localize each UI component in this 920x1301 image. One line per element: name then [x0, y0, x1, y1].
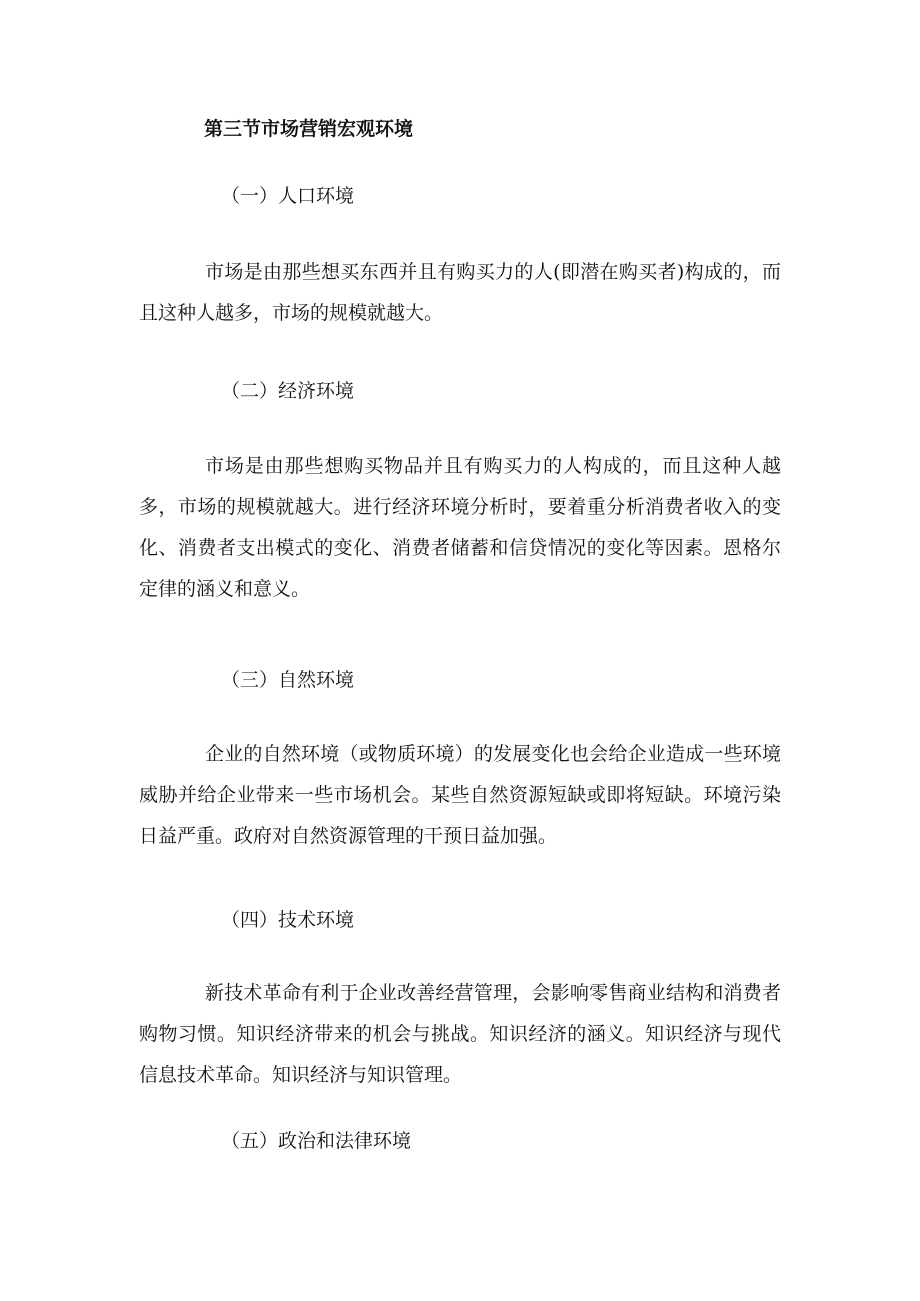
- section-title: 第三节市场营销宏观环境: [204, 118, 414, 140]
- paragraph-economy: 市场是由那些想购买物品并且有购买力的人构成的，而且这种人越多，市场的规模就越大。进行经济环境分析时，要着重分析消费者收入的变化、消费者支出模式的变化、消费者储蓄和信贷情况的变化等因素。恩格尔定律的涵义和意义。: [139, 455, 781, 600]
- subsection-heading-technology: （四）技术环境: [221, 909, 355, 931]
- subsection-heading-population: （一）人口环境: [221, 185, 355, 207]
- paragraph-nature: 企业的自然环境（或物质环境）的发展变化也会给企业造成一些环境威胁并给企业带来一些市场机会。某些自然资源短缺或即将短缺。环境污染日益严重。政府对自然资源管理的干预日益加强。: [139, 743, 781, 847]
- paragraph-technology: 新技术革命有利于企业改善经营管理，会影响零售商业结构和消费者购物习惯。知识经济带来的机会与挑战。知识经济的涵义。知识经济与现代信息技术革命。知识经济与知识管理。: [139, 982, 781, 1086]
- subsection-heading-economy: （二）经济环境: [221, 380, 355, 402]
- paragraph-population: 市场是由那些想买东西并且有购买力的人(即潜在购买者)构成的，而且这种人越多，市场的规模就越大。: [139, 261, 781, 324]
- subsection-heading-politics-law: （五）政治和法律环境: [221, 1130, 412, 1152]
- subsection-heading-nature: （三）自然环境: [221, 669, 355, 691]
